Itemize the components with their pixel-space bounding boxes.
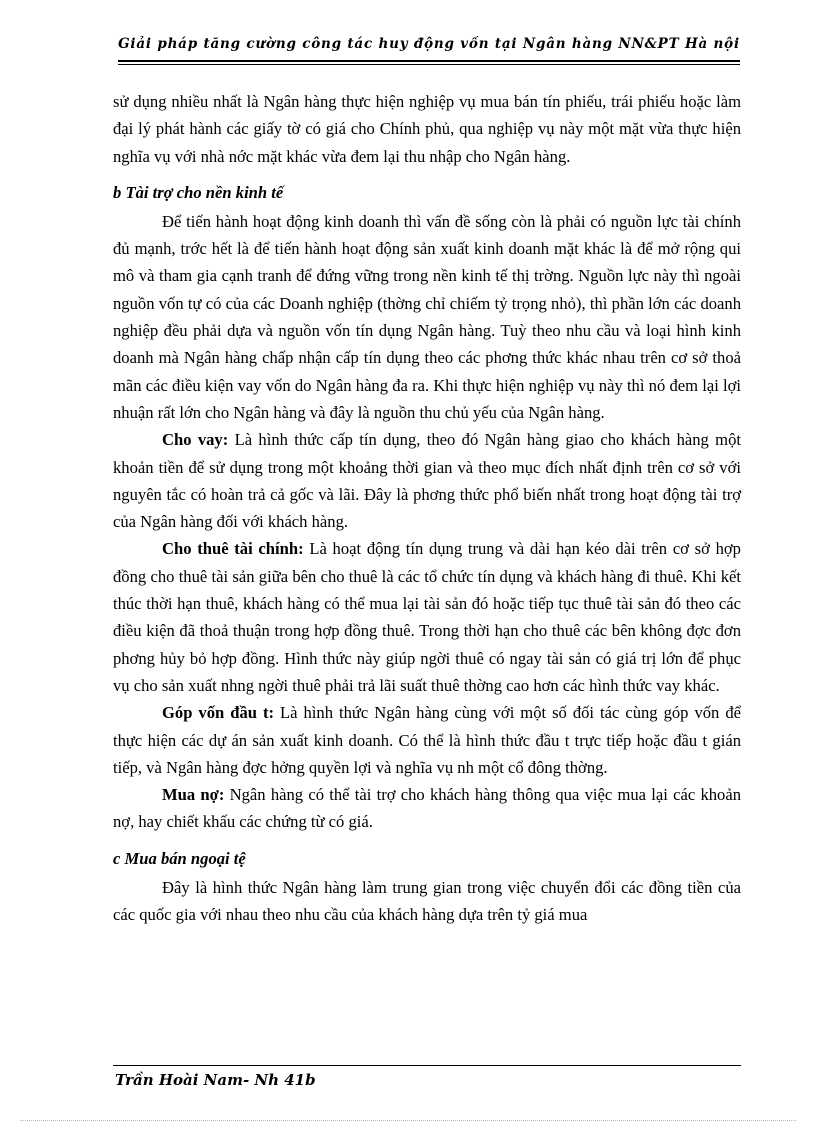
section-c-heading: c Mua bán ngoại tệ xyxy=(113,848,246,868)
mua-no-text: Ngân hàng có thể tài trợ cho khách hàng thông qua việc mua lại các khoản nợ, hay chiết khấu các chứng từ có giá. xyxy=(113,785,742,832)
cho-vay-term: Cho vay: xyxy=(162,430,229,450)
section-b-paragraph: Để tiến hành hoạt động kinh doanh thì vấn đề sống còn là phải có nguồn lực tài chính đủ mạnh, trớc hết là để tiến hành hoạt động sản xuất kinh doanh mặt khác là để mở rộng qui mô và tham gia cạnh tranh để đứng vững trong nền kinh tế thị trờng. Nguồn lực này thì ngoài nguồn vốn tự có của các Doanh nghiệp (thờng chỉ chiếm tỷ trọng nhỏ), thì phần lớn các doanh nghiệp đều phải dựa và nguồn vốn tín dụng Ngân hàng. Tuỳ theo nhu cầu và loại hình kinh doanh mà Ngân hàng chấp nhận cấp tín dụng theo các phơng thức khác nhau trên cơ sở thoả mãn các điều kiện vay vốn do Ngân hàng đa ra. Khi thực hiện nghiệp vụ này thì nó đem lại lợi nhuận rất lớn cho Ngân hàng và đây là nguồn thu chủ yếu của Ngân hàng. xyxy=(113,211,741,422)
section-c-paragraph: Đây là hình thức Ngân hàng làm trung gian trong việc chuyển đổi các đồng tiền của các quốc gia với nhau theo nhu cầu của khách hàng dựa trên tỷ giá mua xyxy=(113,877,741,925)
cho-vay-text: Là hình thức cấp tín dụng, theo đó Ngân hàng giao cho khách hàng một khoản tiền để sử dụng trong một khoảng thời gian và theo mục đích nhất định trên cơ sở với nguyên tắc có hoàn trả cả gốc và lãi. Đây là phơng thức phổ biến nhất trong hoạt động tài trợ của Ngân hàng đối với khách hàng. xyxy=(113,430,741,532)
header-rule-thick xyxy=(118,60,740,62)
mua-no-term: Mua nợ: xyxy=(162,785,225,805)
mua-no-paragraph xyxy=(113,781,741,836)
page-bottom-dotted-border xyxy=(20,1120,796,1121)
cho-vay-paragraph xyxy=(113,426,741,535)
gop-von-text: Là hình thức Ngân hàng cùng với một số đối tác cùng góp vốn để thực hiện các dự án sản xuất kinh doanh. Có thể là hình thức đầu t trực tiếp hoặc đầu t gián tiếp, và Ngân hàng đợc hởng quyền lợi và nghĩa vụ nh một cổ đông thờng. xyxy=(113,703,741,777)
document-body xyxy=(113,88,741,928)
gop-von-paragraph xyxy=(113,699,741,781)
cho-thue-term: Cho thuê tài chính: xyxy=(162,539,304,559)
cho-thue-text: Là hoạt động tín dụng trung và dài hạn kéo dài trên cơ sở hợp đồng cho thuê tài sản giữa bên cho thuê là các tổ chức tín dụng và khách hàng đi thuê. Khi kết thúc thời hạn thuê, khách hàng có thể mua lại tài sản đó hoặc tiếp tục thuê tài sản đó theo các điều kiện đã thoả thuận trong hợp đồng thuê. Trong thời hạn cho thuê các bên không đợc đơn phơng hủy bỏ hợp đồng. Hình thức này giúp ngời thuê có ngay tài sản có giá trị lớn để phục vụ cho sản xuất nhng ngời thuê phải trả lãi suất thuê thờng cao hơn các hình thức vay khác. xyxy=(113,539,741,695)
header-rule-thin xyxy=(118,64,740,65)
footer-rule xyxy=(113,1065,741,1066)
section-b-heading: b Tài trợ cho nền kinh tế xyxy=(113,182,284,202)
intro-paragraph: sử dụng nhiều nhất là Ngân hàng thực hiện nghiệp vụ mua bán tín phiếu, trái phiếu hoặc làm đại lý phát hành các giấy tờ có giá cho Chính phủ, qua nghiệp vụ này một mặt vừa thực hiện nghĩa vụ với nhà nớc mặt khác vừa đem lại thu nhập cho Ngân hàng. xyxy=(113,92,741,166)
cho-thue-paragraph xyxy=(113,535,741,699)
footer-author: Trần Hoài Nam- Nh 41b xyxy=(115,1071,316,1089)
page-header-title: Giải pháp tăng cường công tác huy động vốn tại Ngân hàng NN&PT Hà nội xyxy=(118,36,740,52)
gop-von-term: Góp vốn đầu t: xyxy=(162,703,275,723)
